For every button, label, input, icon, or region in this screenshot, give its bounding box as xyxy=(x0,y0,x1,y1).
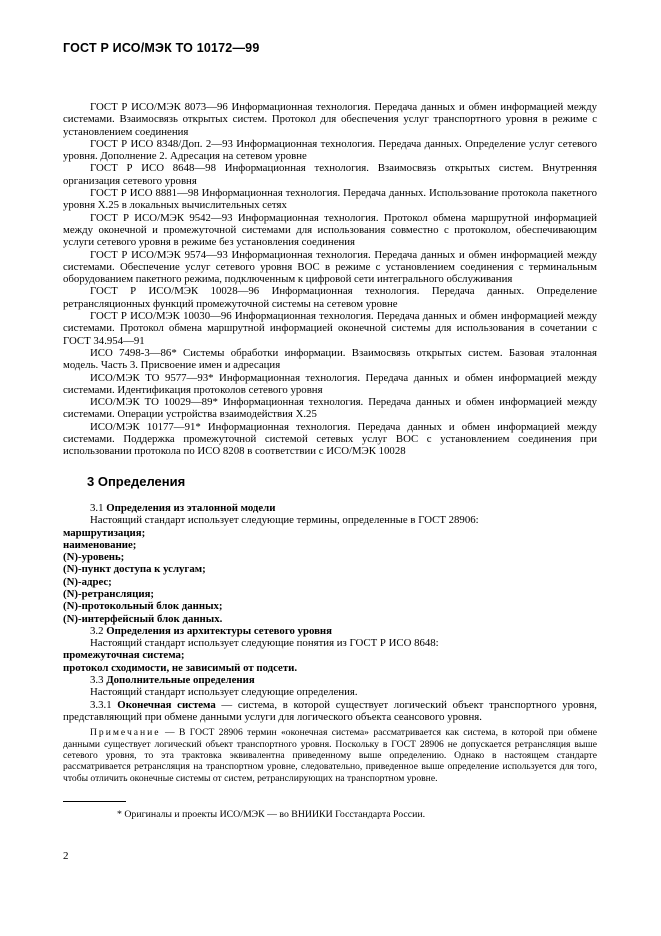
subsection-title: Определения из архитектуры сетевого уровня xyxy=(106,624,332,637)
term: наименование; xyxy=(63,538,137,551)
subsection-intro: Настоящий стандарт использует следующие понятия из ГОСТ Р ИСО 8648: xyxy=(90,637,439,650)
term: (N)-уровень; xyxy=(63,551,125,564)
reference-item: ГОСТ Р ИСО 8348/Доп. 2—93 Информационная технология. Передача данных. Определение услуг сетевого уровня. Дополнение 2. Адресация на сетевом уровне xyxy=(63,137,597,163)
reference-item: ГОСТ Р ИСО 8881—98 Информационная технология. Передача данных. Использование протокола пакетного уровня X.25 в локальных вычислительных сетях xyxy=(63,187,597,212)
reference-item: ИСО 7498-3—86* Системы обработки информации. Взаимосвязь открытых систем. Базовая эталонная модель. Часть 3. Присвоение имен и адресация xyxy=(63,346,597,372)
term-list-network-layer xyxy=(63,649,597,674)
term: (N)-протокольный блок данных; xyxy=(63,600,223,613)
term: (N)-адрес; xyxy=(63,575,112,588)
reference-item: ГОСТ Р ИСО/МЭК 10030—96 Информационная технология. Передача данных и обмен информацией между системами. Протокол обмена маршрутной информацией оконечной системы для использования в сочетании с ГОСТ 34.954—91 xyxy=(63,310,597,347)
footnote-rule xyxy=(63,801,126,802)
reference-item: ИСО/МЭК 10177—91* Информационная технология. Передача данных и обмен информацией между системами. Поддержка промежуточной системой сетевых услуг ВОС с установлением соединения при использовании протокола по ИСО 8208 в соответствии с ИСО/МЭК 10028 xyxy=(63,420,597,458)
subsection-number: 3.3 xyxy=(90,674,104,687)
definition-number: 3.3.1 xyxy=(90,698,112,711)
term: (N)-пункт доступа к услугам; xyxy=(63,563,206,576)
running-header: ГОСТ Р ИСО/МЭК ТО 10172—99 xyxy=(63,41,260,55)
term: маршрутизация; xyxy=(63,526,146,539)
definition-text: — система, в которой существует логический объект транспортного уровня, представляющий при обмене данными услуги для логического объекта сеансового уровня. xyxy=(63,698,598,723)
reference-item: ГОСТ Р ИСО/МЭК 10028—96 Информационная технология. Передача данных. Определение ретрансляционных функций промежуточной системы на сетевом уровне xyxy=(63,285,597,310)
term: протокол сходимости, не зависимый от подсети. xyxy=(63,661,298,674)
note-text: — В ГОСТ 28906 термин «оконечная система» рассматривается как система, в которой при обмене данными существует логический объект транспортного уровня. Поскольку в ГОСТ 28906 не допускается ретрансляция выше сетевого уровня, то эта трактовка эквивалентна приведенному выше определению. Однако в настоящем стандарте рассматривается ретрансляция на транспортном уровне, следовательно, приведенное выше определение используется для того, чтобы отличить оконечные системы от систем, ретранслирующих на транспортном уровне. xyxy=(63,727,597,784)
definition-end-system xyxy=(63,699,597,724)
reference-item: ИСО/МЭК ТО 9577—93* Информационная технология. Передача данных и обмен информацией между системами. Идентификация протоколов сетевого уровня xyxy=(63,371,597,396)
footnote: * Оригиналы и проекты ИСО/МЭК — во ВНИИКИ Госстандарта России. xyxy=(117,809,426,820)
reference-item: ГОСТ Р ИСО/МЭК 9574—93 Информационная технология. Передача данных и обмен информацией между системами. Обеспечение услуг сетевого уровня ВОС в режиме с установлением соединения с терминальным оборудованием пакетного режима, подключенным к цифровой сети интегрального обслуживания xyxy=(63,248,597,286)
subsection-intro: Настоящий стандарт использует следующие определения. xyxy=(90,686,358,699)
definition-term: Оконечная система xyxy=(117,698,216,711)
term: (N)-интерфейсный блок данных. xyxy=(63,612,223,625)
subsection-3-2-heading xyxy=(63,625,597,637)
subsection-number: 3.2 xyxy=(90,624,104,637)
subsection-title: Дополнительные определения xyxy=(106,674,255,687)
document-body xyxy=(63,101,597,784)
subsection-3-3-heading xyxy=(63,674,597,686)
term: (N)-ретрансляция; xyxy=(63,587,155,600)
reference-list xyxy=(63,101,597,458)
reference-item: ГОСТ Р ИСО/МЭК 8073—96 Информационная технология. Передача данных и обмен информацией между системами. Взаимосвязь открытых систем. Протокол для обеспечения услуг транспортного уровня в режиме с установлением соединения xyxy=(63,101,597,138)
reference-item: ИСО/МЭК ТО 10029—89* Информационная технология. Передача данных и обмен информацией между системами. Операции устройства взаимодействия X.25 xyxy=(63,396,597,421)
subsection-title: Определения из эталонной модели xyxy=(106,501,276,514)
term: промежуточная система; xyxy=(63,649,185,662)
page-number: 2 xyxy=(63,850,69,862)
note-paragraph xyxy=(63,727,597,784)
term-list-reference-model xyxy=(63,527,597,625)
subsection-intro: Настоящий стандарт использует следующие термины, определенные в ГОСТ 28906: xyxy=(90,514,479,527)
reference-item: ГОСТ Р ИСО 8648—98 Информационная технология. Взаимосвязь открытых систем. Внутренняя организация сетевого уровня xyxy=(63,162,597,187)
subsection-number: 3.1 xyxy=(90,501,104,514)
subsection-3-1-heading xyxy=(63,502,597,514)
note-label: Примечание xyxy=(90,727,161,739)
section-heading: 3 Определения xyxy=(87,473,186,489)
reference-item: ГОСТ Р ИСО/МЭК 9542—93 Информационная технология. Протокол обмена маршрутной информацией между оконечной и промежуточной системами для использования совместно с протоколом, обеспечивающим услуги сетевого уровня в режиме без установления соединения xyxy=(63,211,597,249)
